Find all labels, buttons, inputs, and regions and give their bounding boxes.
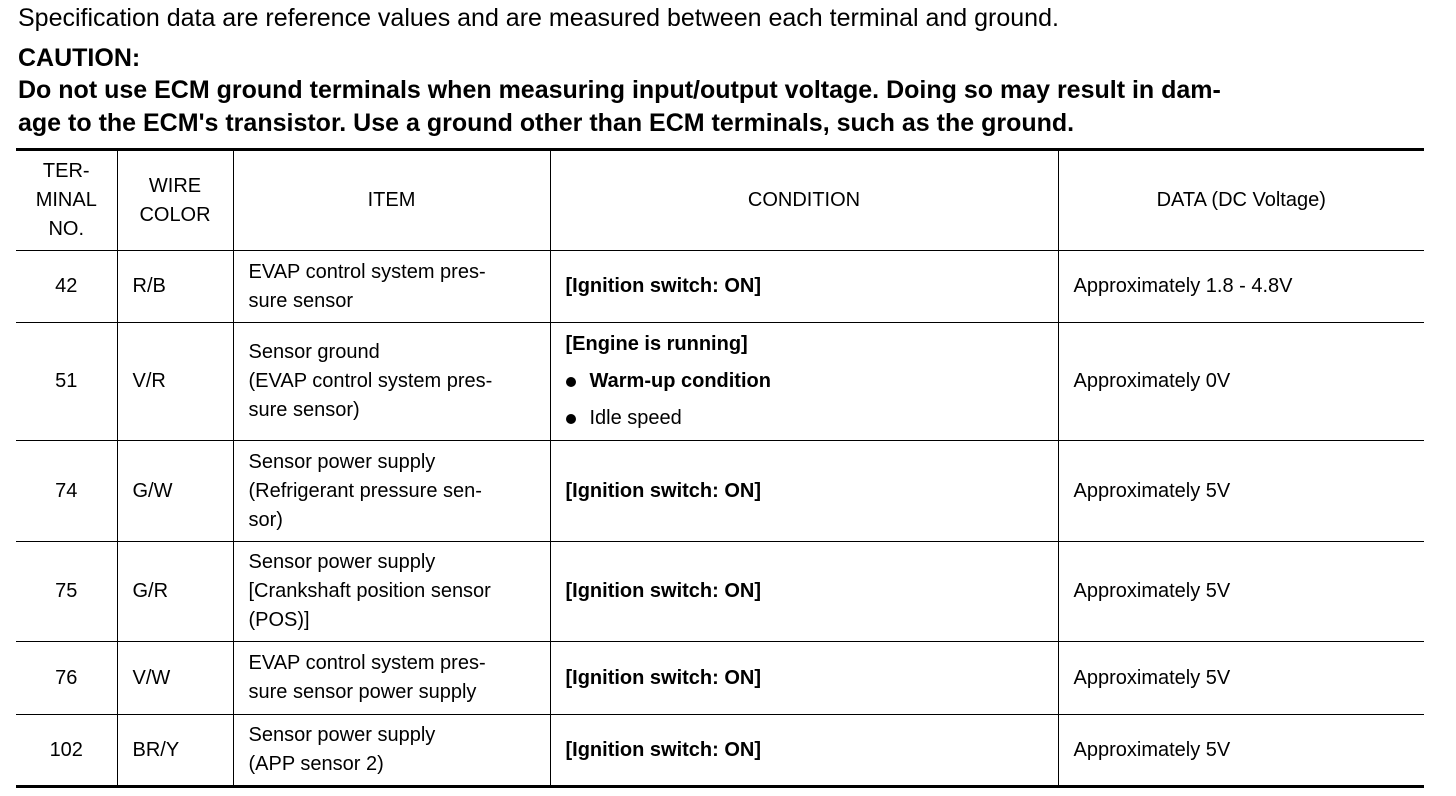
table-row	[16, 441, 1424, 542]
caution-line: Do not use ECM ground terminals when measuring input/output voltage. Doing so may result in dam-	[18, 76, 1221, 104]
wire-cell: BR/Y	[117, 715, 233, 787]
caution-line: age to the ECM's transistor. Use a ground other than ECM terminals, such as the ground.	[18, 109, 1075, 137]
condition-cell: [Engine is running] Warm-up condition Idle speed	[550, 323, 1058, 441]
terminal-cell: 75	[16, 542, 117, 642]
header-data: DATA (DC Voltage)	[1058, 150, 1424, 251]
terminal-cell: 74	[16, 441, 117, 542]
bullet-icon	[566, 377, 576, 387]
header-item: ITEM	[233, 150, 550, 251]
condition-cell: [Ignition switch: ON]	[550, 542, 1058, 642]
item-cell: Sensor power supply (APP sensor 2)	[233, 715, 550, 787]
terminal-spec-table	[16, 148, 1424, 788]
caution-title: CAUTION:	[18, 44, 141, 72]
table-row	[16, 323, 1424, 441]
item-cell: EVAP control system pres- sure sensor	[233, 251, 550, 323]
wire-cell: G/R	[117, 542, 233, 642]
bullet-icon	[566, 414, 576, 424]
data-cell: Approximately 5V	[1058, 715, 1424, 787]
terminal-cell: 51	[16, 323, 117, 441]
terminal-cell: 76	[16, 642, 117, 715]
data-cell: Approximately 1.8 - 4.8V	[1058, 251, 1424, 323]
data-cell: Approximately 5V	[1058, 542, 1424, 642]
header-condition: CONDITION	[550, 150, 1058, 251]
header-row	[16, 150, 1424, 251]
table-row	[16, 542, 1424, 642]
item-cell: Sensor power supply [Crankshaft position sensor (POS)]	[233, 542, 550, 642]
wire-cell: R/B	[117, 251, 233, 323]
condition-cell: [Ignition switch: ON]	[550, 642, 1058, 715]
intro-text: Specification data are reference values and are measured between each terminal and ground.	[18, 4, 1059, 32]
table-row	[16, 251, 1424, 323]
header-terminal-no: TER- MINAL NO.	[16, 150, 117, 251]
condition-bullet: Idle speed	[566, 400, 1043, 437]
table-row	[16, 715, 1424, 787]
condition-cell: [Ignition switch: ON]	[550, 715, 1058, 787]
condition-bullet: Warm-up condition	[566, 363, 1043, 400]
item-cell: Sensor ground (EVAP control system pres- sure sensor)	[233, 323, 550, 441]
header-wire-color: WIRE COLOR	[117, 150, 233, 251]
item-cell: Sensor power supply (Refrigerant pressure sen- sor)	[233, 441, 550, 542]
wire-cell: G/W	[117, 441, 233, 542]
terminal-cell: 102	[16, 715, 117, 787]
item-cell: EVAP control system pres- sure sensor power supply	[233, 642, 550, 715]
table-row	[16, 642, 1424, 715]
wire-cell: V/R	[117, 323, 233, 441]
condition-cell: [Ignition switch: ON]	[550, 441, 1058, 542]
condition-cell: [Ignition switch: ON]	[550, 251, 1058, 323]
data-cell: Approximately 5V	[1058, 642, 1424, 715]
data-cell: Approximately 5V	[1058, 441, 1424, 542]
terminal-cell: 42	[16, 251, 117, 323]
data-cell: Approximately 0V	[1058, 323, 1424, 441]
caution-body	[18, 74, 1438, 140]
wire-cell: V/W	[117, 642, 233, 715]
